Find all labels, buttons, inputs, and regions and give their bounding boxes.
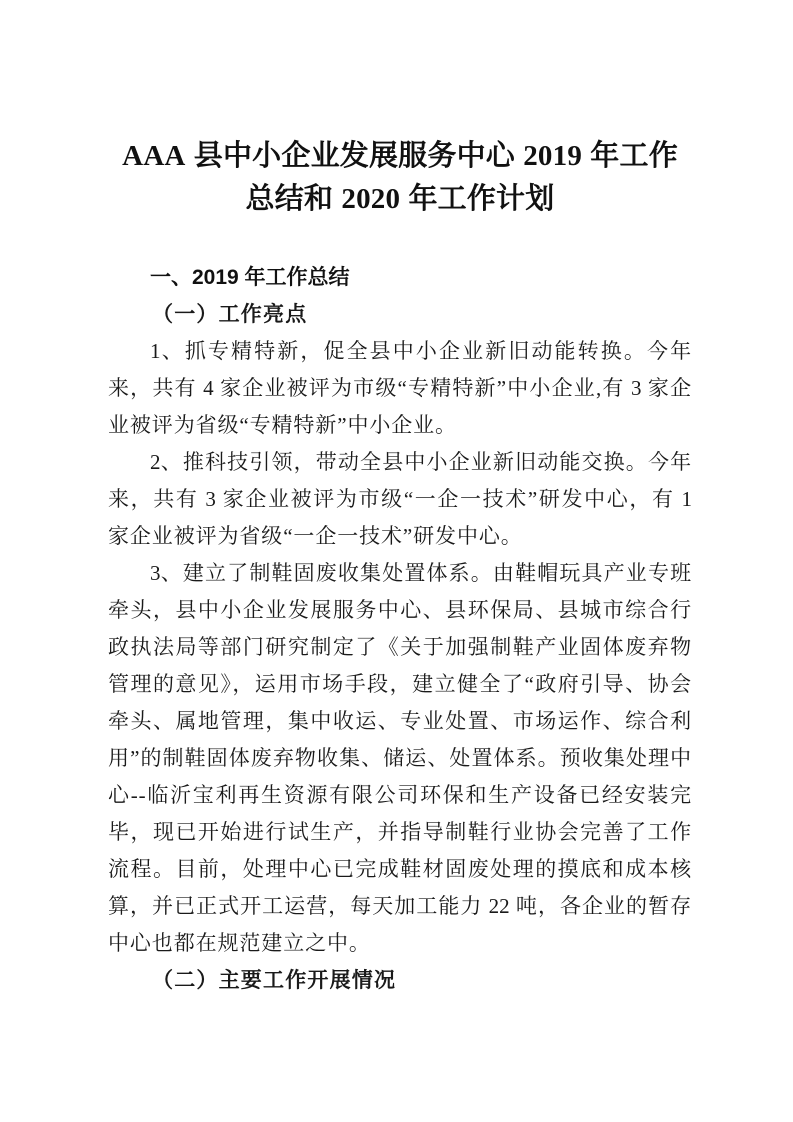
subsection-heading-work-highlights: （一）工作亮点 [152,302,308,326]
paragraph-item-3: 3、建立了制鞋固废收集处置体系。由鞋帽玩具产业专班牵头，县中小企业发展服务中心、县环保局、县城市综合行政执法局等部门研究制定了《关于加强制鞋产业固体废弃物管理的意见》，运用市场手段，建立健全了“政府引导、协会牵头、属地管理，集中收运、专业处置、市场运作、综合利用”的制鞋固体废弃物收集、储运、处置体系。预收集处理中心--临沂宝利再生资源有限公司环保和生产设备已经安装完毕，现已开始进行试生产，并指导制鞋行业协会完善了工作流程。目前，处理中心已完成鞋材固废处理的摸底和成本核算，并已正式开工运营，每天加工能力 22 吨，各企业的暂存中心也都在规范建立之中。 [108,561,692,955]
page-title-line-1: AAA 县中小企业发展服务中心 2019 年工作 [122,140,678,172]
document-body [108,0,692,999]
page-title-line-2: 总结和 2020 年工作计划 [245,183,555,215]
subsection-heading-main-work-progress: （二）主要工作开展情况 [152,968,397,992]
page-title [108,0,692,221]
paragraph-item-1: 1、抓专精特新，促全县中小企业新旧动能转换。今年来，共有 4 家企业被评为市级“专精特新”中小企业,有 3 家企业被评为省级“专精特新”中小企业。 [108,339,693,437]
section-heading-2019-summary: 一、2019 年工作总结 [150,266,350,289]
paragraph-item-2: 2、推科技引领，带动全县中小企业新旧动能交换。今年来，共有 3 家企业被评为市级“一企一技术”研发中心，有 1 家企业被评为省级“一企一技术”研发中心。 [108,450,693,548]
